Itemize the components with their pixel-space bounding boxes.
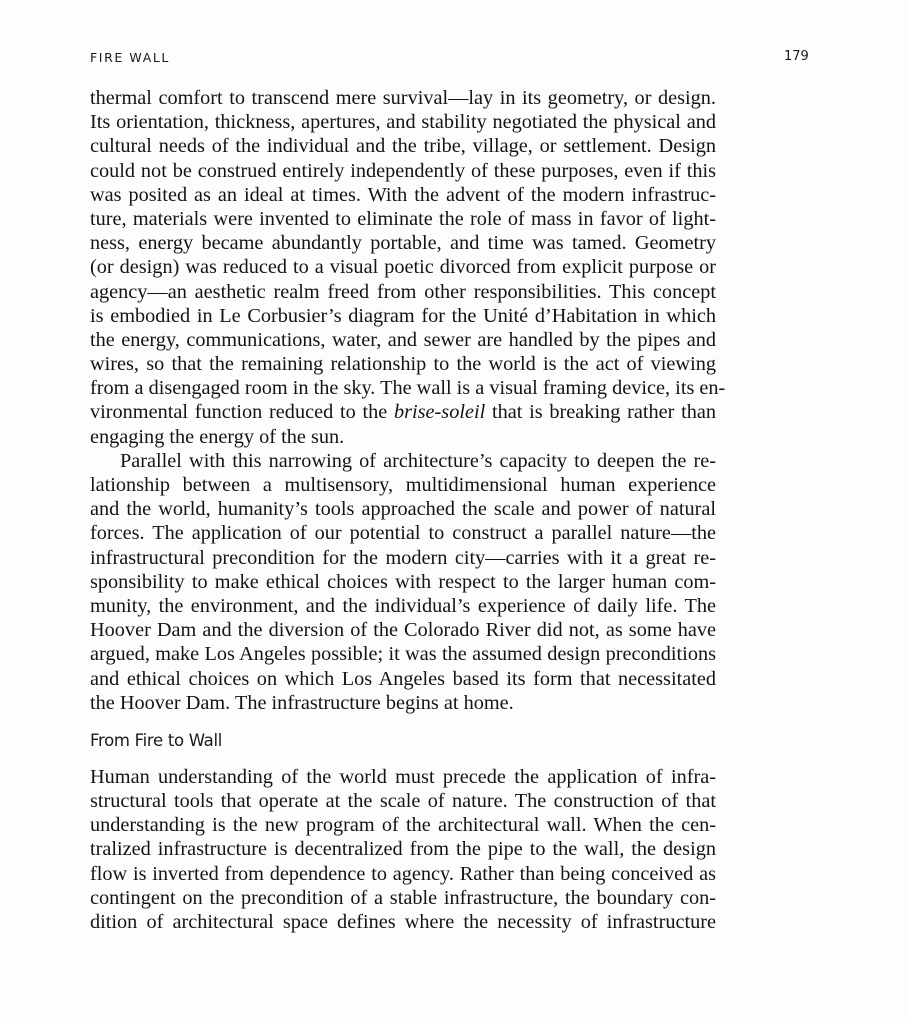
text-line: cultural needs of the individual and the tribe, village, or settlement. Design (90, 135, 716, 158)
text-line: Human understanding of the world must precede the application of infra- (90, 765, 716, 788)
text-line: and ethical choices on which Los Angeles based its form that necessitated (90, 667, 716, 690)
paragraph-1 (90, 86, 726, 449)
text-line: forces. The application of our potential to construct a parallel nature—the (90, 522, 716, 545)
text-run: vironmental function reduced to the (90, 401, 394, 424)
text-line: was posited as an ideal at times. With the advent of the modern infrastruc- (90, 183, 716, 206)
text-line: ness, energy became abundantly portable, and time was tamed. Geometry (90, 232, 716, 255)
text-line: the energy, communications, water, and sewer are handled by the pipes and (90, 328, 716, 351)
text-line: sponsibility to make ethical choices with respect to the larger human com- (90, 570, 716, 593)
page-number: 179 (784, 49, 809, 64)
text-line: flow is inverted from dependence to agency. Rather than being conceived as (90, 862, 716, 885)
text-line: the Hoover Dam. The infrastructure begins at home. (90, 691, 514, 714)
paragraph-3 (90, 765, 716, 934)
text-line-with-italic (90, 400, 716, 424)
text-line: tralized infrastructure is decentralized from the pipe to the wall, the design (90, 838, 716, 861)
text-line: could not be construed entirely independently of these purposes, even if this (90, 159, 716, 182)
text-line: and the world, humanity’s tools approached the scale and power of natural (90, 498, 716, 521)
text-line: understanding is the new program of the architectural wall. When the cen- (90, 814, 716, 837)
text-line: Its orientation, thickness, apertures, and stability negotiated the physical and (90, 111, 716, 134)
text-line: is embodied in Le Corbusier’s diagram for the Unité d’Habitation in which (90, 304, 716, 327)
text-line: munity, the environment, and the individual’s experience of daily life. The (90, 594, 716, 617)
paragraph-2 (90, 449, 716, 715)
text-line: Parallel with this narrowing of architecture’s capacity to deepen the re- (120, 449, 716, 472)
text-line: argued, make Los Angeles possible; it was the assumed design preconditions (90, 643, 716, 666)
running-head: FIRE WALL (90, 50, 170, 65)
text-line: (or design) was reduced to a visual poetic divorced from explicit purpose or (90, 256, 716, 279)
text-line: thermal comfort to transcend mere survival—lay in its geometry, or design. (90, 87, 716, 109)
text-line: lationship between a multisensory, multidimensional human experience (90, 474, 716, 496)
text-line: ture, materials were invented to eliminate the role of mass in favor of light- (90, 207, 716, 230)
text-line: dition of architectural space defines where the necessity of infrastructure (90, 911, 716, 933)
text-line: contingent on the precondition of a stable infrastructure, the boundary con- (90, 886, 716, 909)
italic-term: brise-soleil (393, 401, 486, 424)
text-line: agency—an aesthetic realm freed from other responsibilities. This concept (90, 280, 716, 303)
text-line: wires, so that the remaining relationship to the world is the act of viewing (90, 353, 716, 376)
text-line: infrastructural precondition for the modern city—carries with it a great re- (90, 546, 716, 569)
body-text (90, 86, 726, 934)
text-run: that is breaking rather than (485, 401, 716, 424)
text-line: structural tools that operate at the scale of nature. The construction of that (90, 790, 716, 813)
text-line: engaging the energy of the sun. (90, 425, 345, 448)
text-line: Hoover Dam and the diversion of the Colorado River did not, as some have (90, 619, 716, 642)
text-line: from a disengaged room in the sky. The wall is a visual framing device, its en- (90, 377, 726, 400)
section-heading: From Fire to Wall (90, 730, 223, 750)
